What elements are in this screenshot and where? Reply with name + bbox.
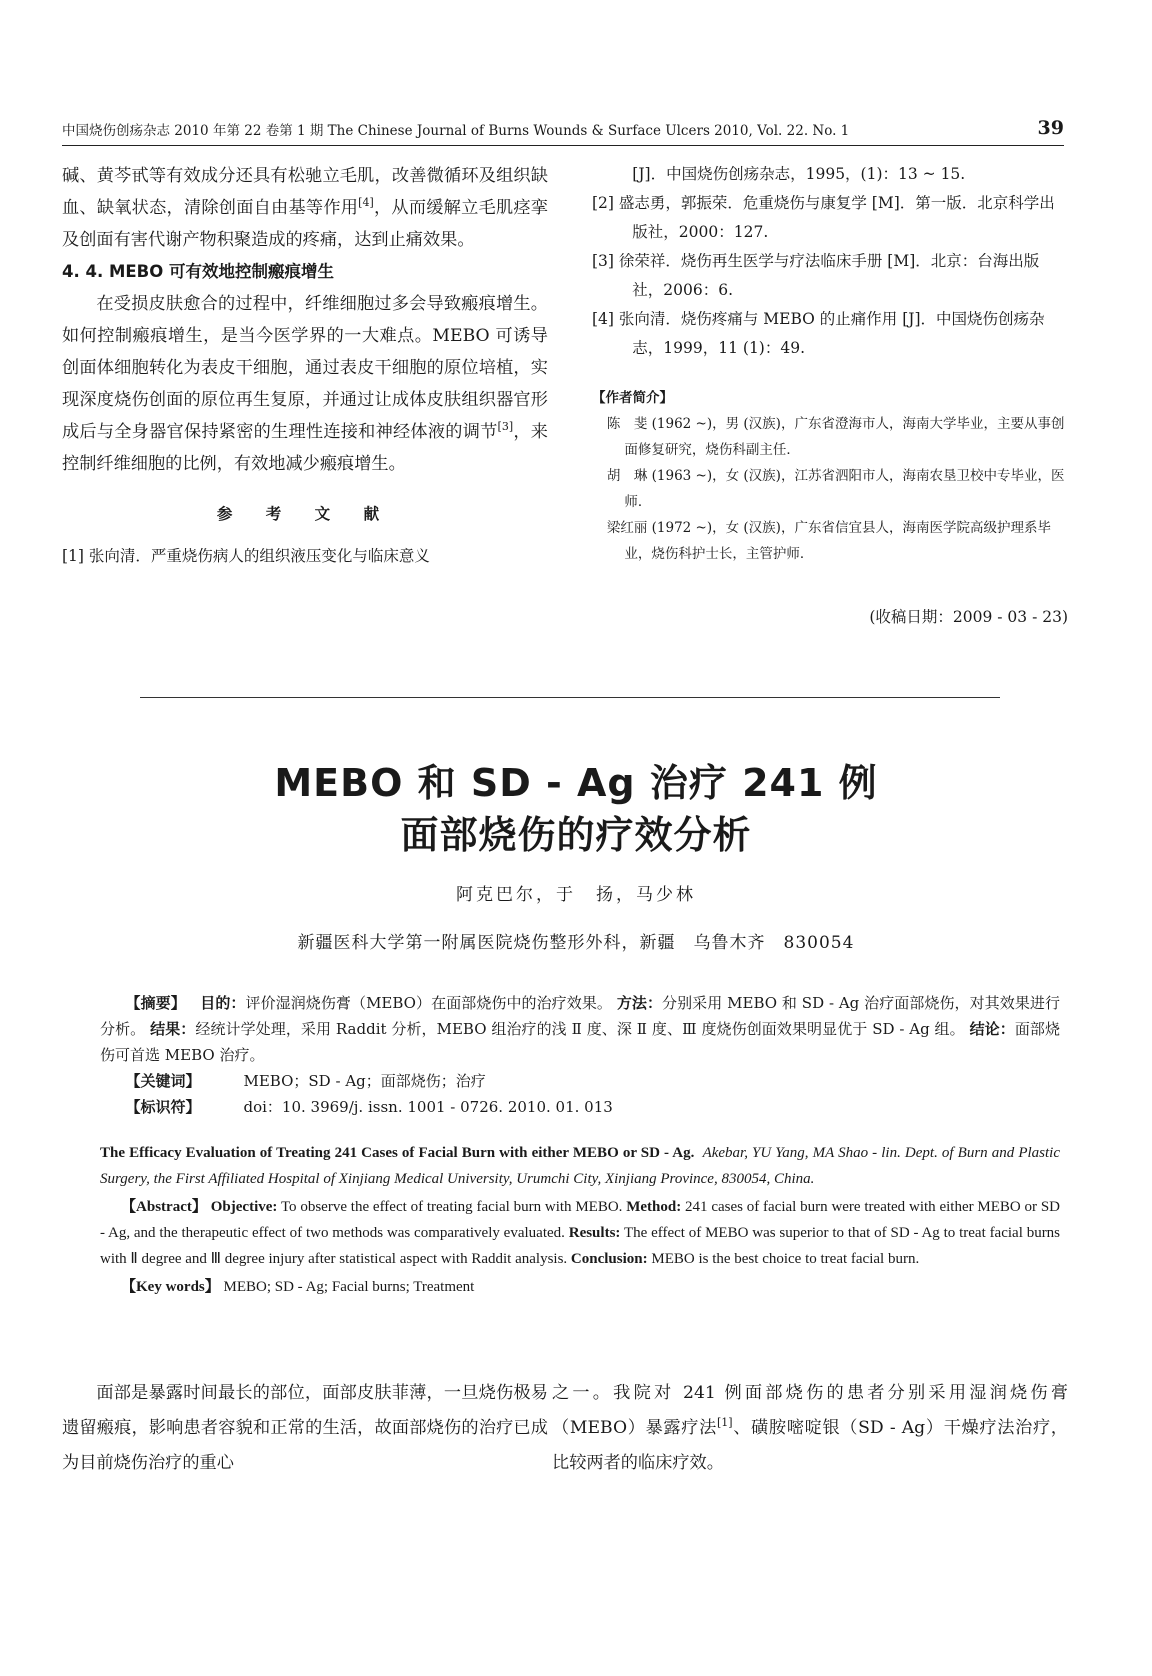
reference-item: [4] 张向清．烧伤疼痛与 MEBO 的止痛作用 [J]．中国烧伤创疡杂志，1999，11 (1)：49. xyxy=(592,310,1045,357)
author-bio: 陈 斐 (1962 ~)，男 (汉族)，广东省澄海市人，海南大学毕业，主要从事创面修复研究，烧伤科副主任． xyxy=(606,416,1065,458)
reference-item: [J]．中国烧伤创疡杂志，1995，(1)：13 ~ 15. xyxy=(632,165,966,183)
received-date: (收稿日期：2009 - 03 - 23) xyxy=(869,608,1068,626)
author-bio-heading: 【作者简介】 xyxy=(592,390,673,406)
citation: [1] xyxy=(716,1416,733,1429)
english-abstract-body: 【Abstract】 Objective: To observe the effect of treating facial burn with MEBO. Method: 241 cases of facial burn were treated with either MEBO or SD - Ag, and the therapeutic effect of two methods was comparatively evaluated. Results: The effect of MEBO was superior to that of SD - Ag to treat facial burns with Ⅱ degree and Ⅲ degree injury after statistical aspect with Raddit analysis. Conclusion: MEBO is the best choice to treat facial burn. xyxy=(100,1199,1061,1267)
references-heading: 参 考 文 献 xyxy=(216,505,394,523)
top-right-column xyxy=(592,160,1068,633)
english-keywords: 【Key words】 MEBO; SD - Ag; Facial burns; Treatment xyxy=(121,1279,475,1295)
english-title-authors: The Efficacy Evaluation of Treating 241 Cases of Facial Burn with either MEBO or SD - Ag. Akebar, YU Yang, MA Shao - lin. Dept. of Burn and Plastic Surgery, the First Affiliated Hospital of Xinjiang Medical University, Urumchi City, Xinjiang Province, 830054, China. xyxy=(100,1145,1060,1187)
abstract-chinese xyxy=(100,990,1060,1120)
citation: [4] xyxy=(358,196,374,209)
section-heading: 4. 4. MEBO 可有效地控制瘢痕增生 xyxy=(62,262,335,281)
identifier-row: 【标识符】 doi：10. 3969/j. issn. 1001 - 0726. 2010. 01. 013 xyxy=(125,1098,613,1116)
article-title-line2: 面部烧伤的疗效分析 xyxy=(400,813,752,857)
paragraph-analgesic: 碱、黄芩甙等有效成分还具有松驰立毛肌，改善微循环及组织缺血、缺氧状态，清除创面自由基等作用[4]，从而缓解立毛肌痉挛及创面有害代谢产物积聚造成的疼痛，达到止痛效果。 xyxy=(62,166,548,250)
reference-item: [3] 徐荣祥．烧伤再生医学与疗法临床手册 [M]．北京：台海出版社，2006：6. xyxy=(592,252,1040,299)
abstract-body: 【摘要】 目的：评价湿润烧伤膏（MEBO）在面部烧伤中的治疗效果。 方法：分别采用 MEBO 和 SD - Ag 治疗面部烧伤，对其效果进行分析。 结果：经统计学处理，采用 Raddit 分析，MEBO 组治疗的浅 Ⅱ 度、深 Ⅱ 度、Ⅲ 度烧伤创面效果明显优于 SD - Ag 组。 结论：面部烧伤可首选 MEBO 治疗。 xyxy=(100,994,1060,1064)
journal-citation: 中国烧伤创疡杂志 2010 年第 22 卷第 1 期 The Chinese Journal of Burns Wounds & Surface Ulcers 2010, Vol. 22. No. 1 xyxy=(62,123,850,139)
citation: [3] xyxy=(497,420,514,433)
article-title-line1: MEBO 和 SD - Ag 治疗 241 例 xyxy=(274,761,878,805)
reference-item: [1] 张向清．严重烧伤病人的组织液压变化与临床意义 xyxy=(62,547,430,565)
article-separator xyxy=(140,697,1000,698)
body-right-column: 之一。我院对 241 例面部烧伤的患者分别采用湿润烧伤膏（MEBO）暴露疗法[1]、磺胺嘧啶银（SD - Ag）干燥疗法治疗，比较两者的临床疗效。 xyxy=(552,1383,1068,1473)
page-number: 39 xyxy=(1037,117,1064,139)
author-bio: 梁红丽 (1972 ~)，女 (汉族)，广东省信宜县人，海南医学院高级护理系毕业，烧伤科护士长，主管护师． xyxy=(606,520,1051,562)
reference-item: [2] 盛志勇，郭振荣．危重烧伤与康复学 [M]．第一版．北京科学出版社，2000：127. xyxy=(592,194,1055,241)
paragraph-scar: 在受损皮肤愈合的过程中，纤维细胞过多会导致瘢痕增生。如何控制瘢痕增生，是当今医学界的一大难点。MEBO 可诱导创面体细胞转化为表皮干细胞，通过表皮干细胞的原位培植，实现深度烧伤创面的原位再生复原，并通过让成体皮肤组织器官形成后与全身器官保持紧密的生理性连接和神经体液的调节[3]，来控制纤维细胞的比例，有效地减少瘢痕增生。 xyxy=(62,294,548,474)
author-bio: 胡 琳 (1963 ~)，女 (汉族)，江苏省泗阳市人，海南农垦卫校中专毕业，医师． xyxy=(606,468,1065,510)
author-list: 阿克巴尔，于 扬，马少林 xyxy=(456,885,696,905)
keywords-row: 【关键词】 MEBO；SD - Ag；面部烧伤；治疗 xyxy=(125,1072,486,1090)
body-left-column: 面部是暴露时间最长的部位，面部皮肤菲薄，一旦烧伤极易遗留瘢痕，影响患者容貌和正常的生活，故面部烧伤的治疗已成为目前烧伤治疗的重心 xyxy=(62,1383,548,1473)
top-left-column xyxy=(62,160,548,571)
abstract-english xyxy=(100,1140,1060,1300)
running-header xyxy=(62,116,1064,146)
affiliation: 新疆医科大学第一附属医院烧伤整形外科，新疆 乌鲁木齐 830054 xyxy=(297,933,855,953)
